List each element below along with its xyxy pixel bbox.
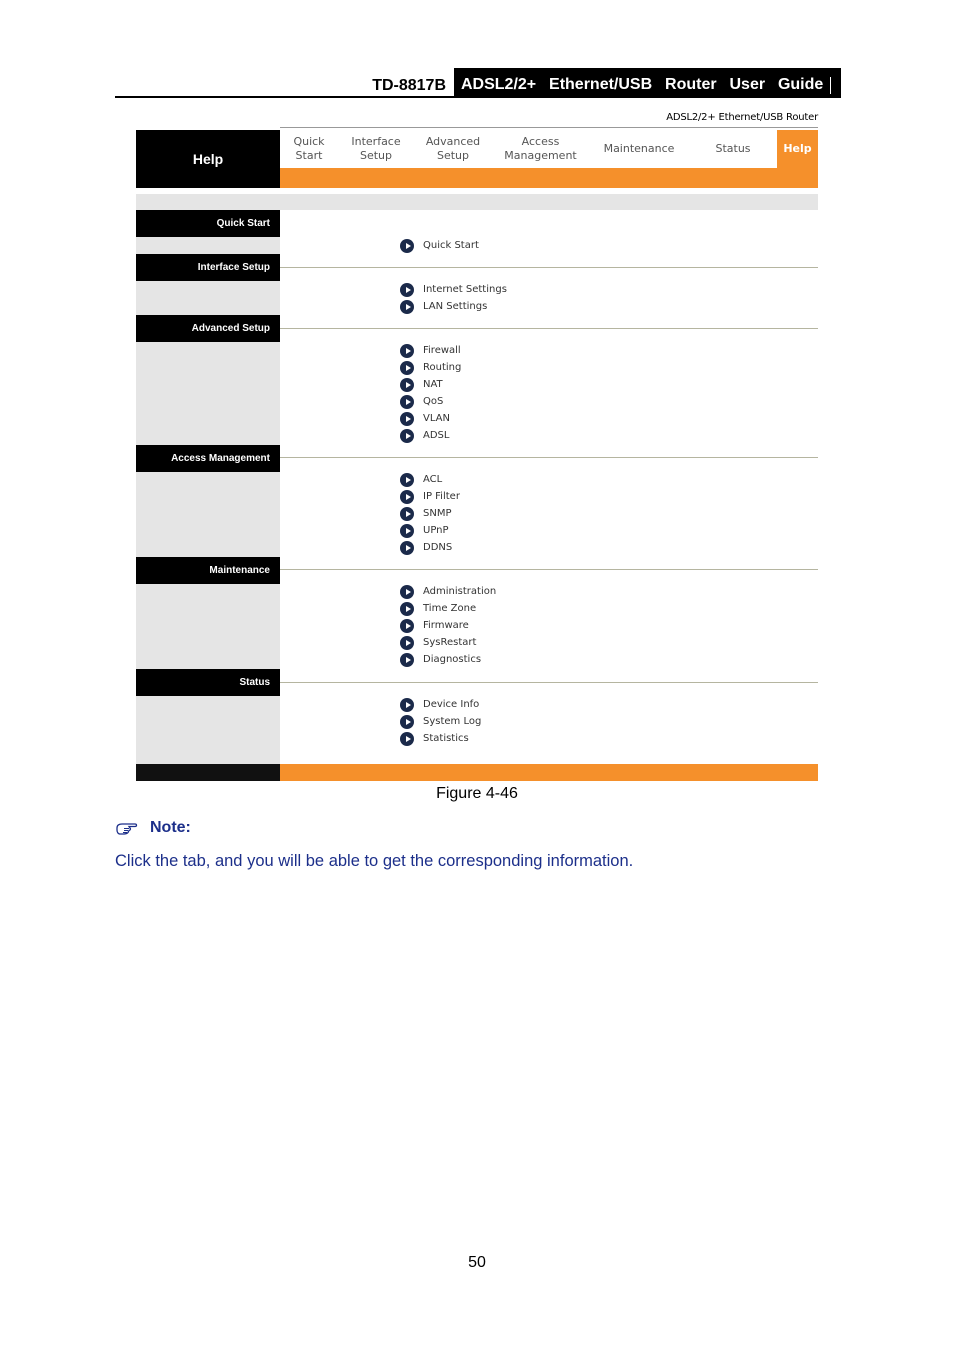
arrow-bullet-icon [400, 395, 414, 409]
tab-maintenance[interactable]: Maintenance [603, 142, 675, 155]
section-divider [280, 457, 818, 458]
arrow-bullet-icon [400, 361, 414, 375]
arrow-bullet-icon [400, 636, 414, 650]
tab-quick-start[interactable]: Quick Start [293, 135, 325, 162]
link-firewall[interactable] [400, 342, 461, 359]
link-nat[interactable] [400, 376, 443, 393]
link-label: DDNS [423, 542, 453, 553]
title-divider [830, 77, 831, 94]
section-divider [280, 267, 818, 268]
link-label: Routing [423, 362, 462, 373]
link-internet-settings[interactable] [400, 281, 507, 298]
arrow-bullet-icon [400, 473, 414, 487]
link-routing[interactable] [400, 359, 461, 376]
section-advanced-setup: Advanced Setup [136, 315, 280, 342]
link-label: Device Info [423, 699, 480, 710]
arrow-bullet-icon [400, 378, 414, 392]
page-number: 50 [468, 1254, 486, 1271]
section-status: Status [136, 669, 280, 696]
figure-caption: Figure 4-46 [436, 785, 518, 802]
link-administration[interactable] [400, 583, 496, 600]
tab-access-management[interactable]: Access Management [504, 135, 577, 162]
section-access-management: Access Management [136, 445, 280, 472]
tab-help[interactable]: Help [777, 130, 818, 168]
link-label: Firewall [423, 345, 461, 356]
arrow-bullet-icon [400, 344, 414, 358]
section-interface-setup: Interface Setup [136, 254, 280, 281]
arrow-bullet-icon [400, 429, 414, 443]
link-label: LAN Settings [423, 301, 488, 312]
link-label: Firmware [423, 620, 469, 631]
link-label: Statistics [423, 733, 469, 744]
tab-advanced-setup[interactable]: Advanced Setup [425, 135, 481, 162]
link-label: System Log [423, 716, 482, 727]
tab-underbar [280, 168, 818, 188]
arrow-bullet-icon [400, 619, 414, 633]
nav-tabs [280, 130, 818, 168]
tab-status[interactable]: Status [715, 142, 751, 155]
section-divider [280, 682, 818, 683]
link-label: Time Zone [423, 603, 477, 614]
doc-title [454, 68, 841, 96]
router-ui-screenshot [136, 110, 818, 781]
link-qos[interactable] [400, 393, 443, 410]
tab-interface-setup[interactable]: Interface Setup [351, 135, 401, 162]
arrow-bullet-icon [400, 524, 414, 538]
arrow-bullet-icon [400, 585, 414, 599]
pointing-hand-icon [115, 819, 141, 837]
arrow-bullet-icon [400, 412, 414, 426]
section-divider [280, 569, 818, 570]
link-label: VLAN [423, 413, 450, 424]
link-adsl[interactable] [400, 427, 449, 444]
link-firmware[interactable] [400, 617, 469, 634]
section-maintenance: Maintenance [136, 557, 280, 584]
link-label: Internet Settings [423, 284, 507, 295]
note-heading [115, 819, 191, 837]
link-label: Administration [423, 586, 497, 597]
link-sysrestart[interactable] [400, 634, 476, 651]
arrow-bullet-icon [400, 698, 414, 712]
link-label: SNMP [423, 508, 452, 519]
arrow-bullet-icon [400, 715, 414, 729]
link-label: ADSL [423, 430, 450, 441]
arrow-bullet-icon [400, 283, 414, 297]
footer-orange-bar [280, 764, 818, 781]
link-lan-settings[interactable] [400, 298, 487, 315]
brand-divider [280, 127, 818, 128]
arrow-bullet-icon [400, 490, 414, 504]
link-upnp[interactable] [400, 522, 449, 539]
link-statistics[interactable] [400, 730, 469, 747]
arrow-bullet-icon [400, 507, 414, 521]
link-label: Quick Start [423, 240, 479, 251]
link-label: SysRestart [423, 637, 477, 648]
link-vlan[interactable] [400, 410, 450, 427]
arrow-bullet-icon [400, 300, 414, 314]
arrow-bullet-icon [400, 732, 414, 746]
section-divider [280, 328, 818, 329]
doc-title-text: ADSL2/2+ Ethernet/USB Router User Guide [461, 76, 824, 93]
arrow-bullet-icon [400, 602, 414, 616]
link-ip-filter[interactable] [400, 488, 460, 505]
link-acl[interactable] [400, 471, 442, 488]
arrow-bullet-icon [400, 653, 414, 667]
doc-model: TD-8817B [372, 77, 446, 94]
link-time-zone[interactable] [400, 600, 476, 617]
link-ddns[interactable] [400, 539, 452, 556]
brand-label: ADSL2/2+ Ethernet/USB Router [666, 112, 818, 123]
link-label: ACL [423, 474, 443, 485]
document-header [115, 68, 841, 98]
link-diagnostics[interactable] [400, 651, 481, 668]
link-label: UPnP [423, 525, 449, 536]
link-label: IP Filter [423, 491, 460, 502]
arrow-bullet-icon [400, 541, 414, 555]
link-snmp[interactable] [400, 505, 452, 522]
gray-strip [136, 194, 818, 210]
note-text: Click the tab, and you will be able to get the corresponding information. [115, 852, 634, 870]
link-label: NAT [423, 379, 443, 390]
link-system-log[interactable] [400, 713, 481, 730]
link-device-info[interactable] [400, 696, 479, 713]
link-quick-start[interactable] [400, 237, 479, 254]
footer-left-bar [136, 764, 280, 781]
note-label: Note: [150, 819, 191, 836]
link-label: QoS [423, 396, 444, 407]
page-title: Help [136, 130, 280, 188]
link-label: Diagnostics [423, 654, 482, 665]
arrow-bullet-icon [400, 239, 414, 253]
section-quick-start: Quick Start [136, 210, 280, 237]
